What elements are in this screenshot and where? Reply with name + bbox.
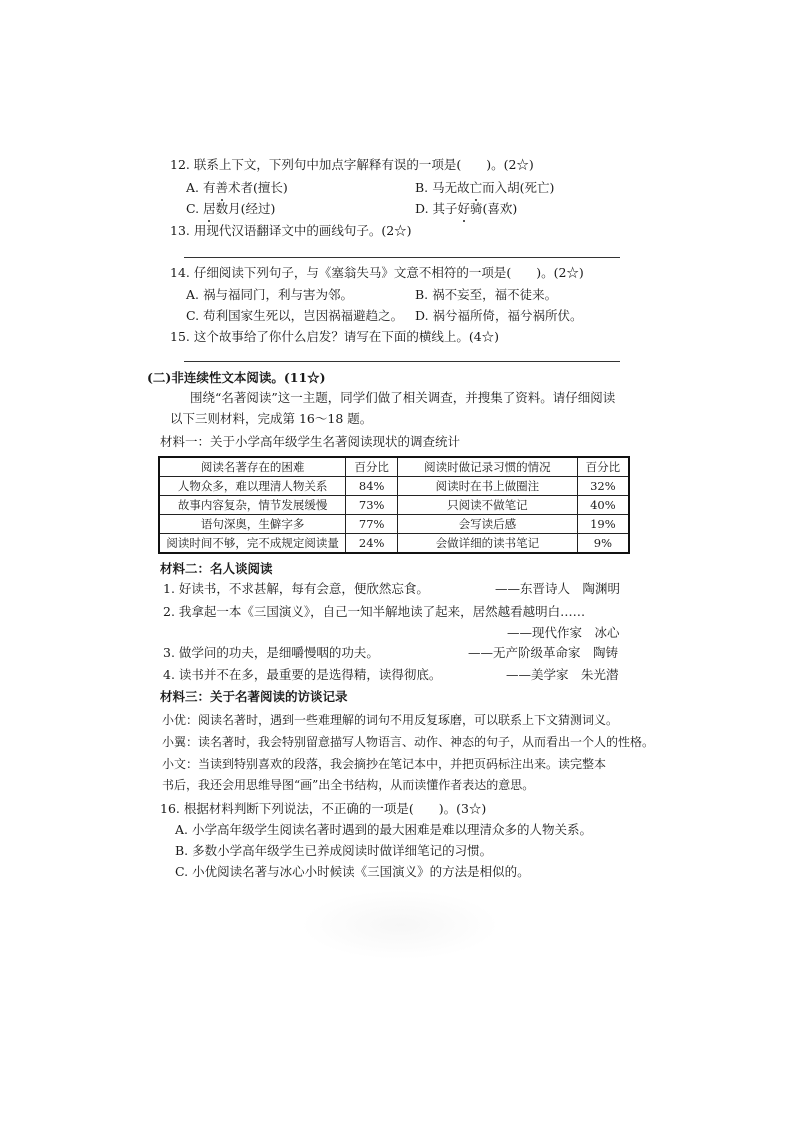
q14-option-b: B. 祸不妄至，福不徒来。 [415,287,558,302]
section2-title: (二)非连续性文本阅读。(11☆) [147,370,326,385]
q12-c-post: 数月(经过) [215,201,276,216]
q12-a-pre: A. 有 [186,180,216,195]
table-cell: 阅读时在书上做圈注 [398,477,578,496]
section2-intro-line2: 以下三则材料，完成第 16～18 题。 [170,411,373,426]
section2-intro-line1: 围绕“名著阅读”这一主题，同学们做了相关调查，并搜集了资料。请仔细阅读 [190,390,616,405]
table-cell: 阅读时间不够，完不成规定阅读量 [159,534,346,554]
q12-b-pre: B. 马无故 [415,180,470,195]
quote-4-author: ——美学家 朱光潜 [506,667,619,682]
q12-a-dotted-char: 善 [215,180,228,195]
table-cell: 77% [346,515,398,534]
scan-smudge [300,890,500,960]
q12-b-post: 而入胡(死亡) [482,180,555,195]
q13-stem: 13. 用现代汉语翻译文中的画线句子。(2☆) [170,223,412,238]
table-header: 百分比 [577,457,629,477]
q12-stem: 12. 联系上下文，下列句中加点字解释有误的一项是( )。(2☆) [170,157,534,172]
table-row [159,534,629,554]
quote-3-author: ——无产阶级革命家 陶铸 [468,645,619,660]
q16-option-a: A. 小学高年级学生阅读名著时遇到的最大困难是难以理清众多的人物关系。 [175,822,592,837]
q12-option-a [186,180,288,196]
q12-c-dotted-char: 居 [203,201,216,216]
table-cell: 73% [346,496,398,515]
table-cell: 只阅读不做笔记 [398,496,578,515]
material3-title: 材料三：关于名著阅读的访谈记录 [160,689,348,704]
table-cell: 会写读后感 [398,515,578,534]
interview-line-2: 小翼：读名著时，我会特别留意描写人物语言、动作、神态的句子，从而看出一个人的性格。 [162,735,655,749]
q16-option-c: C. 小优阅读名著与冰心小时候读《三国演义》的方法是相似的。 [175,864,530,879]
q14-stem: 14. 仔细阅读下列句子，与《塞翁失马》文意不相符的一项是( )。(2☆) [170,265,584,280]
table-header: 阅读名著存在的困难 [159,457,346,477]
table-cell: 故事内容复杂，情节发展缓慢 [159,496,346,515]
table-cell: 84% [346,477,398,496]
table-cell: 32% [577,477,629,496]
q13-answer-line[interactable] [184,257,620,258]
table-header: 百分比 [346,457,398,477]
quote-2-author: ——现代作家 冰心 [507,625,620,640]
quote-4: 4. 读书并不在多，最重要的是选得精，读得彻底。 [163,667,442,682]
quote-1: 1. 好读书，不求甚解，每有会意，便欣然忘食。 [163,581,429,596]
table-row [159,496,629,515]
table-header-row [159,457,629,477]
q15-answer-line[interactable] [184,361,620,362]
q16-option-b: B. 多数小学高年级学生已养成阅读时做详细笔记的习惯。 [175,843,493,858]
q12-option-d [415,201,517,217]
q12-d-post: 骑(喜欢) [470,201,518,216]
quote-2: 2. 我拿起一本《三国演义》，自己一知半解地读了起来，居然越看越明白…… [163,604,586,619]
q12-a-post: 术者(擅长) [228,180,288,195]
q12-option-c [186,201,275,217]
q12-b-dotted-char: 亡 [469,180,483,195]
table-cell: 24% [346,534,398,554]
table-cell: 40% [577,496,629,515]
q12-option-b [415,180,554,196]
table-cell: 9% [577,534,629,554]
q15-stem: 15. 这个故事给了你什么启发？请写在下面的横线上。(4☆) [170,329,500,344]
table-cell: 会做详细的读书笔记 [398,534,578,554]
table-row [159,477,629,496]
survey-table [158,456,630,554]
table-header: 阅读时做记录习惯的情况 [398,457,578,477]
q14-option-a: A. 祸与福同门，利与害为邻。 [186,287,353,302]
interview-line-4: 书后，我还会用思维导图“画”出全书结构，从而读懂作者表达的意思。 [162,778,535,792]
interview-line-3: 小文：当读到特别喜欢的段落，我会摘抄在笔记本中，并把页码标注出来。读完整本 [162,757,607,771]
table-cell: 人物众多，难以理清人物关系 [159,477,346,496]
q12-d-dotted-char: 好 [457,201,471,216]
material2-title: 材料二：名人谈阅读 [160,561,273,576]
interview-line-1: 小优：阅读名著时，遇到一些难理解的词句不用反复琢磨，可以联系上下文猜测词义。 [162,713,619,727]
q12-d-pre: D. 其子 [415,201,458,216]
table-cell: 语句深奥，生僻字多 [159,515,346,534]
quote-1-author: ——东晋诗人 陶渊明 [495,581,621,596]
q16-stem: 16. 根据材料判断下列说法，不正确的一项是( )。(3☆) [160,801,487,816]
q14-option-c: C. 苟利国家生死以，岂因祸福避趋之。 [186,308,404,323]
table-row [159,515,629,534]
q12-c-pre: C. [186,201,204,216]
table-cell: 19% [577,515,629,534]
quote-3: 3. 做学问的功夫，是细嚼慢咽的功夫。 [163,645,379,660]
q14-option-d: D. 祸兮福所倚，福兮祸所伏。 [415,308,583,323]
material1-title: 材料一：关于小学高年级学生名著阅读现状的调查统计 [160,434,461,449]
